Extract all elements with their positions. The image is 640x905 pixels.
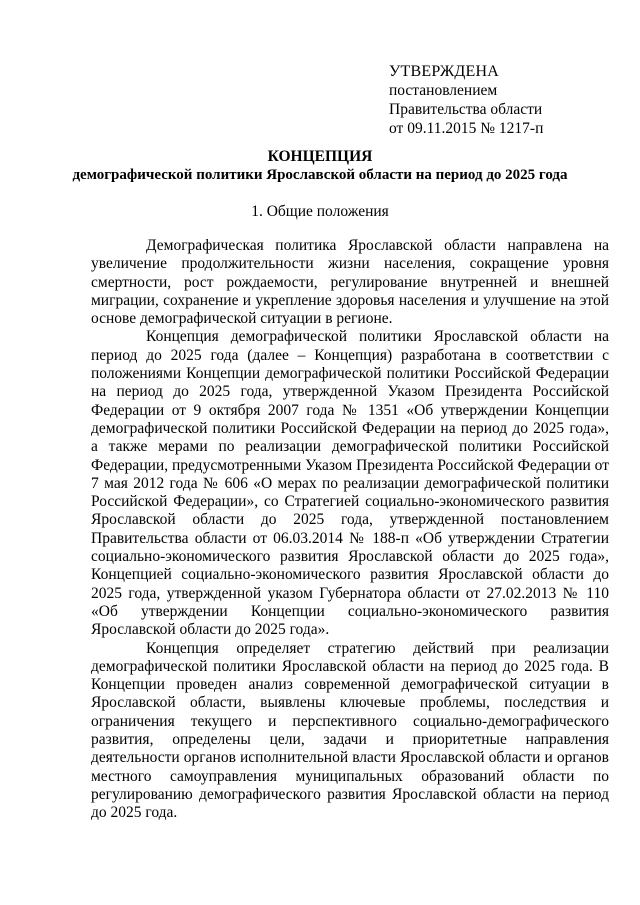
document-body — [91, 237, 609, 823]
section-heading: 1. Общие положения — [251, 203, 389, 220]
body-paragraph: Концепция демографической политики Ярославской области на период до 2025 года (далее – Концепция) разработана в соответствии с положениями Концепции демографической политики Российской Федерации на период до 2025 года, утвержденной Указом Президента Российской Федерации от 9 октября 2007 года № 1351 «Об утверждении Концепции демографической политики Российской Федерации на период до 2025 года», а также мерами по реализации демографической политики Российской Федерации, предусмотренными Указом Президента Российской Федерации от 7 мая 2012 года № 606 «О мерах по реализации демографической политики Российской Федерации», со Стратегией социально-экономического развития Ярославской области до 2025 года, утвержденной постановлением Правительства области от 06.03.2014 № 188-п «Об утверждении Стратегии социально-экономического развития Ярославской области до 2025 года», Концепцией социально-экономического развития Ярославской области до 2025 года, утвержденной указом Губернатора области от 27.02.2013 № 110 «Об утверждении Концепции социально-экономического развития Ярославской области до 2025 года». — [91, 328, 609, 639]
approval-line: постановлением — [389, 82, 498, 99]
document-subtitle: демографической политики Ярославской области на период до 2025 года — [72, 167, 568, 183]
body-paragraph: Демографическая политика Ярославской области направлена на увеличение продолжительности жизни населения, сокращение уровня смертности, рост рождаемости, регулирование внутренней и внешней миграции, сохранение и укрепление здоровья населения и улучшение на этой основе демографической ситуации в регионе. — [91, 237, 609, 328]
approval-date-number: от 09.11.2015 № 1217-п — [389, 120, 544, 137]
document-title: КОНЦЕПЦИЯ — [267, 148, 373, 165]
body-paragraph: Концепция определяет стратегию действий при реализации демографической политики Ярославской области на период до 2025 года. В Концепции проведен анализ современной демографической ситуации в Ярославской области, выявлены ключевые проблемы, последствия и ограничения текущего и перспективного социально-демографического развития, определены цели, задачи и приоритетные направления деятельности органов исполнительной власти Ярославской области и органов местного самоуправления муниципальных образований области по регулированию демографического развития Ярославской области на период до 2025 года. — [91, 639, 609, 822]
approval-block — [389, 62, 589, 138]
approval-heading: УТВЕРЖДЕНА — [389, 63, 500, 80]
approval-line: Правительства области — [389, 101, 543, 118]
